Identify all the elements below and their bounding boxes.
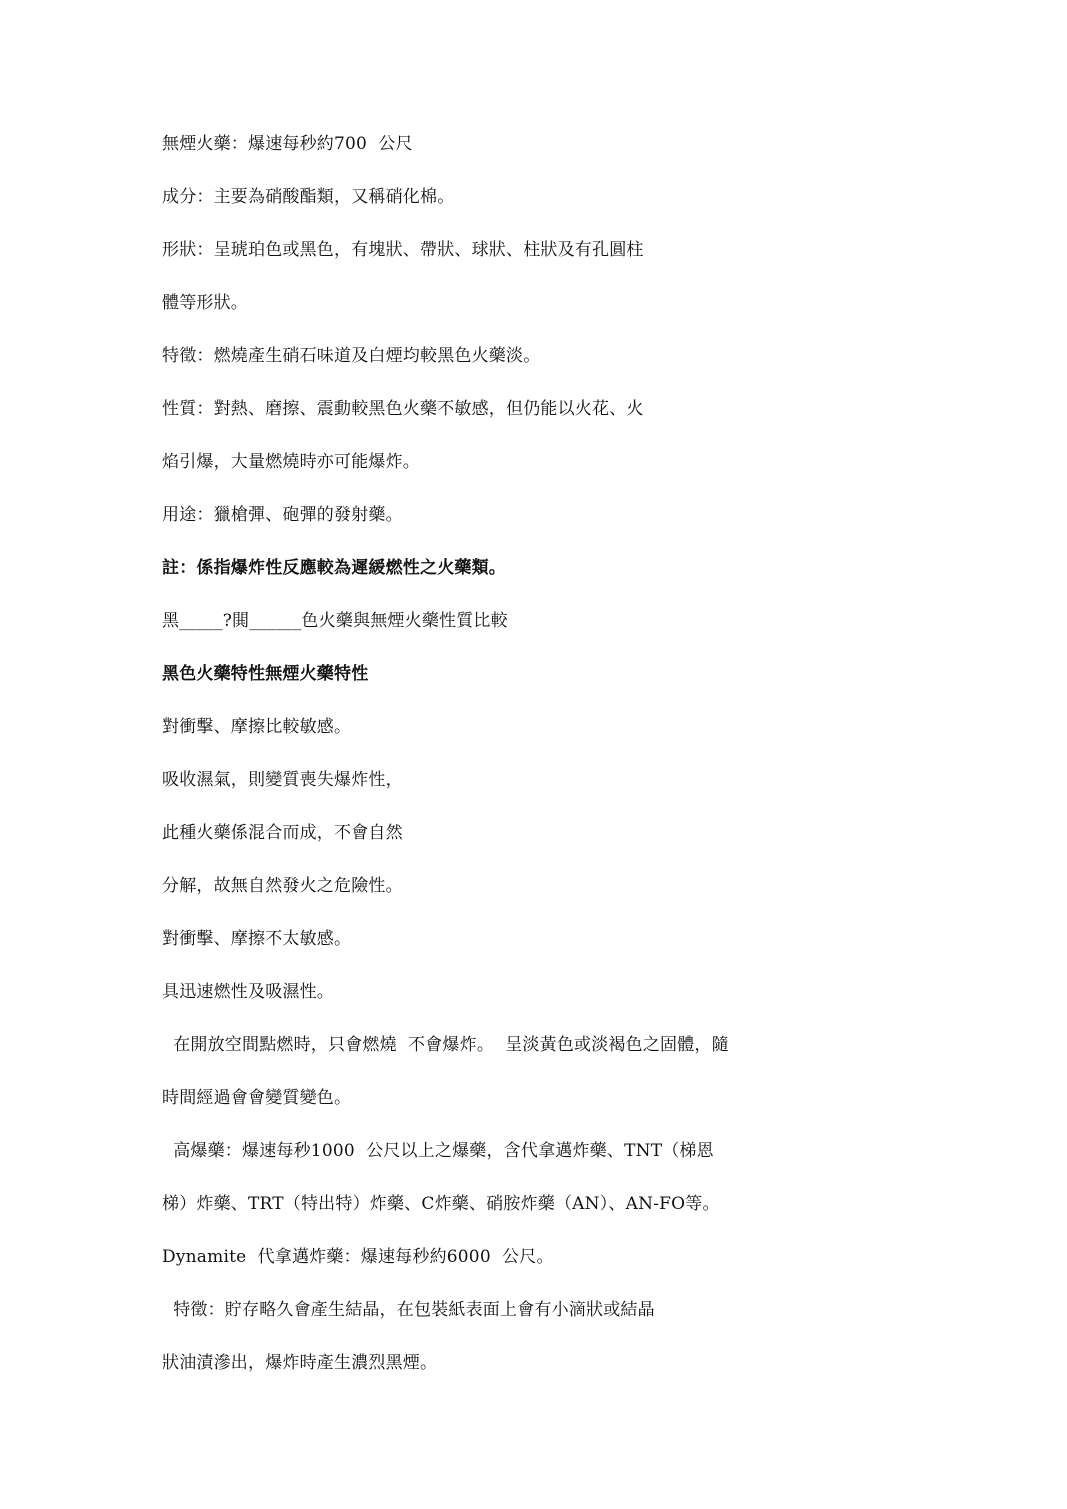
text-line: 成分：主要為硝酸酯類，又稱硝化棉。 [162, 187, 455, 207]
text-line: 分解，故無自然發火之危險性。 [162, 876, 403, 896]
text-line: 吸收濕氣，則變質喪失爆炸性， [162, 770, 403, 790]
text-line: 對衝擊、摩擦不太敏感。 [162, 929, 352, 949]
text-line: 性質：對熱、磨擦、震動較黑色火藥不敏感，但仍能以火花、火 [162, 399, 644, 419]
text-line: 高爆藥：爆速每秒1000 公尺以上之爆藥，含代拿邁炸藥、TNT（梯恩 [162, 1141, 714, 1161]
note-line: 註：係指爆炸性反應較為遲緩燃性之火藥類。 [162, 558, 506, 578]
text-line: 體等形狀。 [162, 293, 248, 313]
text-line: 此種火藥係混合而成，不會自然 [162, 823, 403, 843]
text-line: 焰引爆，大量燃燒時亦可能爆炸。 [162, 452, 420, 472]
section-heading: 黑色火藥特性無煙火藥特性 [162, 664, 369, 684]
text-line: 無煙火藥：爆速每秒約700 公尺 [162, 134, 413, 154]
text-line: 形狀：呈琥珀色或黑色，有塊狀、帶狀、球狀、柱狀及有孔圓柱 [162, 240, 644, 260]
text-line: 具迅速燃性及吸濕性。 [162, 982, 334, 1002]
text-line: 對衝擊、摩擦比較敏感。 [162, 717, 352, 737]
text-line: 特徵：燃燒產生硝石味道及白煙均較黑色火藥淡。 [162, 346, 541, 366]
text-line: 狀油漬滲出，爆炸時產生濃烈黑煙。 [162, 1353, 438, 1373]
text-line: 梯）炸藥、TRT（特出特）炸藥、C炸藥、硝胺炸藥（AN）、AN-FO等。 [162, 1194, 720, 1214]
text-line: 用途：獵槍彈、砲彈的發射藥。 [162, 505, 403, 525]
text-line: 時間經過會會變質變色。 [162, 1088, 352, 1108]
text-line: 在開放空間點燃時，只會燃燒 不會爆炸。 呈淡黃色或淡褐色之固體，隨 [162, 1035, 729, 1055]
text-line: 黑_____?閧______色火藥與無煙火藥性質比較 [162, 611, 508, 631]
text-line: Dynamite 代拿邁炸藥：爆速每秒約6000 公尺。 [162, 1247, 554, 1267]
text-line: 特徵：貯存略久會產生結晶，在包裝紙表面上會有小滴狀或結晶 [162, 1300, 655, 1320]
